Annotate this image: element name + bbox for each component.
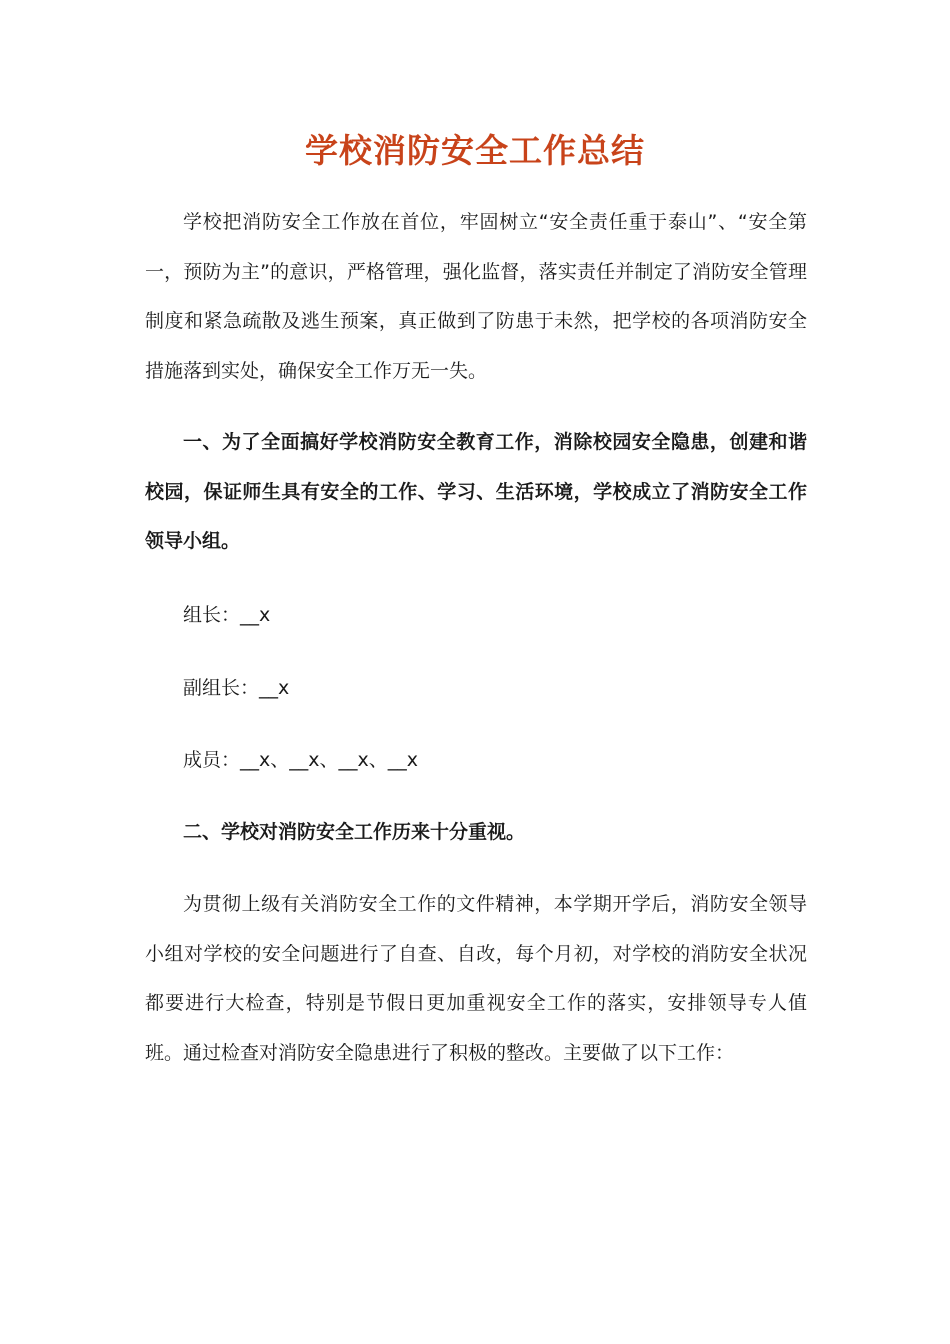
document-title: 学校消防安全工作总结 bbox=[305, 131, 645, 170]
intro-paragraph: 学校把消防安全工作放在首位，牢固树立“安全责任重于泰山”、“安全第一，预防为主”的意识，严格管理，强化监督，落实责任并制定了消防安全管理制度和紧急疏散及逃生预案，真正做到了防患于未然，把学校的各项消防安全措施落到实处，确保安全工作万无一失。 bbox=[145, 211, 807, 382]
section1-heading: 一、为了全面搞好学校消防安全教育工作，消除校园安全隐患，创建和谐校园，保证师生具有安全的工作、学习、生活环境，学校成立了消防安全工作领导小组。 bbox=[145, 431, 807, 552]
leader-line: 组长：__x bbox=[183, 604, 271, 626]
section2-body: 为贯彻上级有关消防安全工作的文件精神，本学期开学后，消防安全领导小组对学校的安全问题进行了自查、自改，每个月初，对学校的消防安全状况都要进行大检查，特别是节假日更加重视安全工作的落实，安排领导专人值班。通过检查对消防安全隐患进行了积极的整改。主要做了以下工作： bbox=[145, 893, 807, 1064]
deputy-leader-line: 副组长：__x bbox=[183, 677, 290, 699]
section2-heading: 二、学校对消防安全工作历来十分重视。 bbox=[183, 821, 526, 843]
members-line: 成员：__x、__x、__x、__x bbox=[183, 749, 418, 771]
